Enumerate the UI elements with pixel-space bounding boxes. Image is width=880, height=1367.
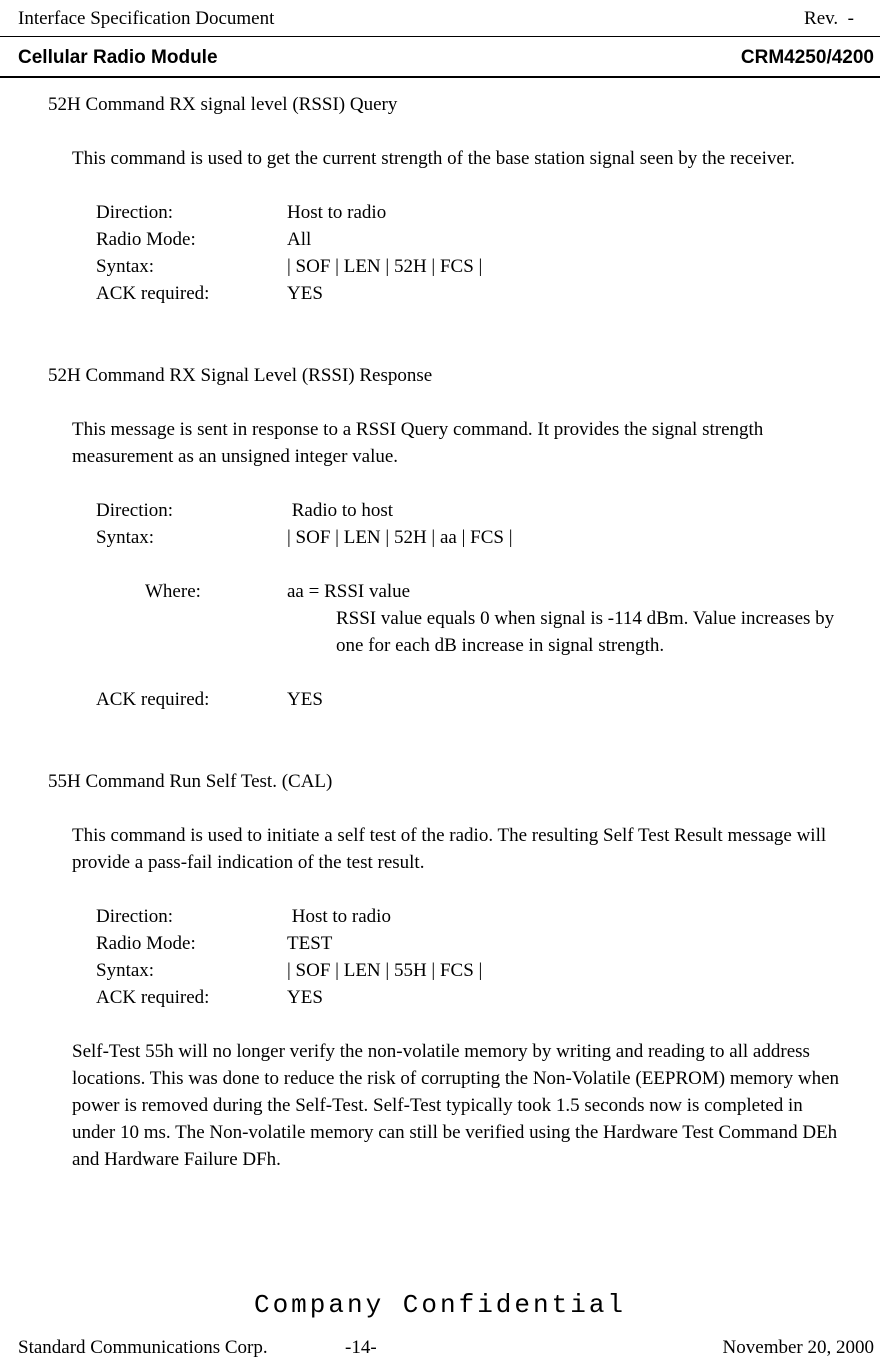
footer	[0, 1334, 880, 1361]
section-intro: This command is used to initiate a self test of the radio. The resulting Self Test Result message will provide a pass-fail indication of the test result.	[72, 825, 827, 873]
field-value: | SOF | LEN | 55H | FCS |	[287, 960, 483, 981]
fields-block	[96, 497, 850, 551]
field-value: YES	[287, 689, 323, 710]
fields-block	[96, 686, 850, 713]
model-number: CRM4250/4200	[740, 47, 874, 68]
page-number: -14-	[345, 1337, 377, 1358]
field-value: | SOF | LEN | 52H | aa | FCS |	[287, 527, 513, 548]
revision-label: Rev. -	[804, 8, 854, 29]
where-content	[287, 578, 850, 659]
field-label: Syntax:	[96, 960, 155, 981]
field-value: YES	[287, 987, 323, 1008]
field-label: Syntax:	[96, 527, 155, 548]
field-label: Radio Mode:	[96, 229, 196, 250]
field-value: Host to radio	[287, 202, 387, 223]
field-label: Direction:	[96, 500, 174, 521]
section-heading-rssi-response: 52H Command RX Signal Level (RSSI) Response	[48, 365, 433, 386]
field-label: Direction:	[96, 906, 174, 927]
field-row	[96, 957, 850, 984]
field-row	[96, 199, 850, 226]
field-label: Syntax:	[96, 256, 155, 277]
field-value: Radio to host	[287, 500, 394, 521]
where-label: Where:	[145, 581, 201, 602]
fields-block	[96, 199, 850, 307]
fields-block	[96, 903, 850, 1011]
document-body	[0, 78, 880, 1173]
company-name: Standard Communications Corp.	[18, 1337, 268, 1358]
module-name: Cellular Radio Module	[18, 47, 218, 68]
field-label: ACK required:	[96, 987, 210, 1008]
field-row	[96, 497, 850, 524]
where-value: aa = RSSI value	[287, 581, 411, 602]
document-title: Interface Specification Document	[18, 8, 275, 29]
field-label: Radio Mode:	[96, 933, 196, 954]
section-intro: This command is used to get the current strength of the base station signal seen by the receiver.	[72, 148, 795, 169]
field-row	[96, 686, 850, 713]
field-row	[96, 524, 850, 551]
field-row	[96, 253, 850, 280]
field-value: Host to radio	[287, 906, 391, 927]
field-value: TEST	[287, 933, 333, 954]
field-label: ACK required:	[96, 689, 210, 710]
header-row-document	[0, 0, 880, 36]
field-label: Direction:	[96, 202, 174, 223]
field-value: All	[287, 229, 312, 250]
header-row-module	[0, 37, 880, 76]
field-label: ACK required:	[96, 283, 210, 304]
field-value: YES	[287, 283, 323, 304]
field-row	[96, 984, 850, 1011]
section-intro: This message is sent in response to a RSSI Query command. It provides the signal strength measurement as an unsigned integer value.	[72, 419, 764, 467]
closing-paragraph: Self-Test 55h will no longer verify the non-volatile memory by writing and reading to all address locations. This was done to reduce the risk of corrupting the Non-Volatile (EEPROM) memory when power is removed during the Self-Test. Self-Test typically took 1.5 seconds now is completed in under 10 ms. The Non-volatile memory can still be verified using the Hardware Test Command DEh and Hardware Failure DFh.	[72, 1041, 840, 1170]
document-date: November 20, 2000	[722, 1337, 874, 1358]
field-row	[96, 930, 850, 957]
section-heading-self-test: 55H Command Run Self Test. (CAL)	[48, 771, 333, 792]
section-heading-rssi-query: 52H Command RX signal level (RSSI) Query	[48, 94, 398, 115]
field-row	[96, 280, 850, 307]
field-row	[96, 903, 850, 930]
where-note: RSSI value equals 0 when signal is -114 dBm. Value increases by one for each dB increase in signal strength.	[336, 608, 835, 656]
field-row	[96, 226, 850, 253]
field-value: | SOF | LEN | 52H | FCS |	[287, 256, 483, 277]
confidential-notice: Company Confidential	[253, 1290, 627, 1320]
where-block	[145, 578, 850, 659]
